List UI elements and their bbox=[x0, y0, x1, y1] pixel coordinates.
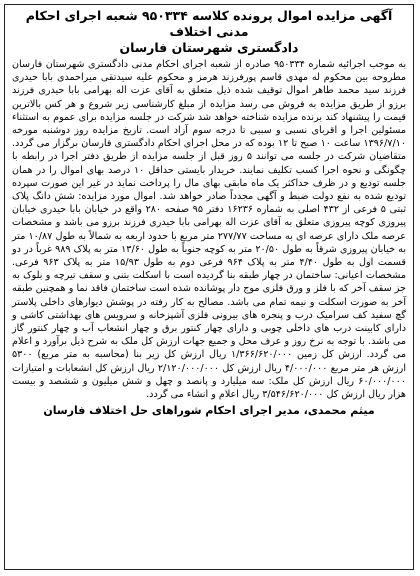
notice-body bbox=[12, 58, 406, 401]
notice-title-line1: آگهی مزایده اموال پرونده کلاسه ۹۵۰۳۳۴ شعبه اجرای احکام مدنی اختلاف bbox=[25, 8, 393, 39]
notice-title-line2: دادگستری شهرستان فارسان bbox=[119, 40, 299, 55]
auction-notice bbox=[4, 4, 414, 570]
notice-signature: میثم محمدی، مدیر اجرای احکام شوراهای حل اختلاف فارسان bbox=[43, 404, 375, 418]
notice-title bbox=[12, 8, 406, 56]
notice-paragraph: به موجب اجرائیه شماره ۹۵۰۳۳۴ صادره از شعبه اجرای احکام مدنی دادگستری شهرستان فارسان مطروحه بین محکوم له مهدی قاسم پورفرزند هرمز و محکوم علیه سیدتقی میراحمدی بابا حیدری فرزند سید محمد طاهر اموال توقیف شده ذیل متعلق به آقای عزت اله بهرامی بابا حیدری فرزند برزو از طریق مزایده به فروش می رسد مزایده از مبلغ کارشناسی زیر شروع و هر کس بالاترین قیمت را پیشنهاد کند برنده مزایده شناخته خواهد شد شرکت در جلسه مزایده برای عموم به استثناء مسئولین اجرا و اقربای نسبی و سببی تا درجه سوم آزاد است. تاریخ مزایده روز دوشنبه مورخه ۱۳۹۶/۷/۱۰ ساعت ۱۰ صبح تا ۱۲ بوده که در محل اجرای احکام دادگستری فارسان برگزار می گردد. متقاضیان شرکت در جلسه می توانند ۵ روز قبل از جلسه مزایده از طریق دفتر اجرا در رابطه با چگونگی و نحوه اجرا کسب تکلیف نمایند. خریدار بایستی حداقل ۱۰ درصد بهای اموال را در همان جلسه تودیع و در ظرف حداکثر یک ماه مابقی بهای مال را پرداخت نماید در غیر این صورت سپرده تودیع شده به نفع دولت ضبط و آگهی مجدداً صادر خواهد شد. اموال مورد مزایده: شش دانگ پلاک ثبتی ۵ فرعی از ۴۳۲ اصلی به شماره ۱۶۲۳۶ دفتر ۹۵ صفحه ۲۸۰ واقع در خیابان بابا حیدری خیابان پیروزی کوچه پیروزی متعلق به آقای عزت اله بهرامی بابا حیدری فرزند برزو می باشد و مشخصات عرصه ملک دارای عرصه ای به مساحت ۲۷۷/۷۷ متر مربع با حدود اربعه به شمالاً به طول ۱۰/۸۷ متر به خیابان پیروزی شرقاً به طول ۲۰/۵۰ متر به کوچه جنوباً به طول ۱۳/۶۰ متر به پلاک ۹۸۹ غرباً در دو قسمت اول به طول ۴/۴۰ متر به پلاک ۹۶۴ فرعی دوم به طول ۱۵/۹۳ متر به پلاک ۹۶۳ فرعی. مشخصات اعیانی: ساختمان در چهار طبقه بنا گردیده است با اسکلت بتنی و سقف تیرچه و بلوک به جز سقف آخر که با فلز و ورق فلزی موج دار پوشانده شده است ساختمان فاقد نما و همچنین طبقه آخر به صورت اسکلت و نیمه تمام می باشد. مصالح به کار رفته در پوشش دیوارهای داخلی پلاستر گچ سفید کف سرامیک درب و پنجره های بیرونی فلزی آشپزخانه و سرویس های بهداشتی کاشی و دارای کابینت درب های داخلی چوبی و دارای چهار کنتور برق و چهار انشعاب آب و چهار کنتور گاز می باشد. با توجه به نرخ روز و عرف محل و جمیع جهات ارزش کل ملک به شرح ذیل برآورد و اعلام می گردد. ارزش کل زمین ۱/۳۶۶/۶۲۰/۰۰۰ ریال ارزش کل زیر بنا (محاسبه به متر مربع) ۵۳۰۰ ارزش هر متر مربع ۴/۰۰۰/۰۰۰ ریال ارزش کل ۲/۱۲۰/۰۰۰/۰۰۰ ریال ارزش کل انشعابات و امتیازات ۶۰/۰۰۰/۰۰۰ ریال ارزش کل ملک: سه میلیارد و پانصد و چهل و شش میلیون و ششصد و بیست هزار ریال ارزش کل ۳/۵۴۶/۶۲۰/۰۰۰ ریال اعلام و انشاء می گردد. bbox=[12, 59, 407, 401]
